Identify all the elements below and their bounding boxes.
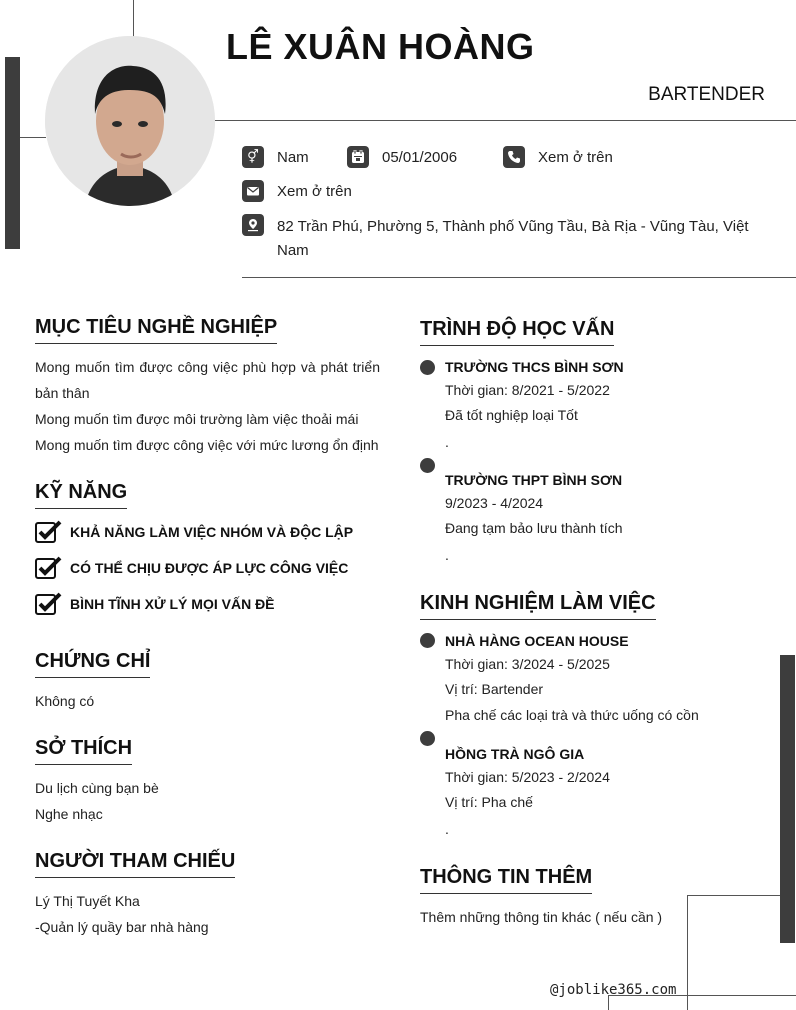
checkbox-checked-icon — [35, 520, 62, 543]
hobbies-title: SỞ THÍCH — [35, 737, 132, 765]
experience-time: Thời gian: 5/2023 - 2/2024 — [445, 769, 610, 785]
deco-line-top-vertical — [133, 0, 134, 38]
objective-line: Mong muốn tìm được công việc phù hợp và phát triển bản thân — [35, 359, 380, 401]
birthday-value: 05/01/2006 — [382, 148, 458, 166]
objective-line: Mong muốn tìm được môi trường làm việc thoải mái — [35, 411, 359, 427]
timeline-dot — [420, 458, 435, 473]
contact-divider — [242, 277, 796, 278]
candidate-name: LÊ XUÂN HOÀNG — [226, 26, 535, 67]
gender-icon: ⚥ — [242, 146, 264, 168]
experience-detail: . — [445, 821, 449, 837]
objective-text — [35, 354, 380, 458]
experience-company: HỒNG TRÀ NGÔ GIA — [445, 746, 585, 762]
skill-item — [35, 592, 275, 615]
skill-item — [35, 520, 353, 543]
experience-detail: Pha chế các loại trà và thức uống có cồn — [445, 707, 699, 723]
extra-info-title: THÔNG TIN THÊM — [420, 866, 592, 894]
extra-info-text: Thêm những thông tin khác ( nếu cần ) — [420, 909, 663, 925]
references-title: NGƯỜI THAM CHIẾU — [35, 850, 235, 878]
contact-gender — [242, 146, 309, 168]
skill-label: KHẢ NĂNG LÀM VIỆC NHÓM VÀ ĐỘC LẬP — [70, 523, 354, 540]
skill-label: CÓ THỂ CHỊU ĐƯỢC ÁP LỰC CÔNG VIỆC — [70, 559, 349, 576]
address-value: 82 Trần Phú, Phường 5, Thành phố Vũng Tầu, Bà Rịa - Vũng Tàu, Việt Nam — [277, 218, 749, 259]
skill-item — [35, 556, 348, 579]
envelope-icon — [242, 180, 264, 202]
education-extra: . — [445, 547, 449, 563]
header-divider — [215, 120, 796, 121]
education-time: 9/2023 - 4/2024 — [445, 495, 544, 511]
objective-title: MỤC TIÊU NGHỀ NGHIỆP — [35, 316, 277, 344]
email-value: Xem ở trên — [277, 182, 352, 200]
skills-title: KỸ NĂNG — [35, 481, 127, 509]
checkbox-checked-icon — [35, 592, 62, 615]
references-text — [35, 888, 209, 940]
reference-line: Lý Thị Tuyết Kha — [35, 893, 140, 909]
timeline-dot — [420, 633, 435, 648]
objective-line: Mong muốn tìm được công việc với mức lương ổn định — [35, 437, 379, 453]
contact-address-icon-wrap — [242, 214, 277, 236]
calendar-icon — [347, 146, 369, 168]
gender-value: Nam — [277, 148, 309, 166]
education-detail: Đang tạm bảo lưu thành tích — [445, 520, 623, 536]
checkbox-checked-icon — [35, 556, 62, 579]
experience-position: Vị trí: Pha chế — [445, 794, 533, 810]
deco-bar-left — [5, 57, 20, 249]
footer-watermark: @joblike365.com — [550, 982, 677, 998]
deco-box-top — [688, 895, 780, 896]
education-title: TRÌNH ĐỘ HỌC VẤN — [420, 318, 614, 346]
experience-position: Vị trí: Bartender — [445, 681, 544, 697]
contact-birthday — [347, 146, 457, 168]
job-title: BARTENDER — [648, 84, 765, 105]
contact-phone — [503, 146, 613, 168]
phone-value: Xem ở trên — [538, 148, 613, 166]
timeline-dot — [420, 731, 435, 746]
education-detail: Đã tốt nghiệp loại Tốt — [445, 407, 578, 423]
avatar-portrait-icon — [45, 36, 215, 206]
avatar — [45, 36, 215, 206]
education-extra: . — [445, 434, 449, 450]
education-school: TRƯỜNG THPT BÌNH SƠN — [445, 472, 623, 488]
deco-bar-right — [780, 655, 795, 943]
certificates-title: CHỨNG CHỈ — [35, 650, 150, 678]
map-pin-icon — [242, 214, 264, 236]
contact-email — [242, 180, 352, 202]
certificates-text: Không có — [35, 693, 95, 709]
timeline-dot — [420, 360, 435, 375]
experience-title: KINH NGHIỆM LÀM VIỆC — [420, 592, 656, 620]
phone-icon — [503, 146, 525, 168]
education-school: TRƯỜNG THCS BÌNH SƠN — [445, 359, 624, 375]
skill-label: BÌNH TĨNH XỬ LÝ MỌI VẤN ĐỀ — [70, 595, 275, 612]
experience-company: NHÀ HÀNG OCEAN HOUSE — [445, 633, 629, 649]
deco-line-left-horizontal — [20, 137, 46, 138]
hobbies-text — [35, 775, 159, 827]
deco-box-left — [687, 895, 688, 1010]
education-time: Thời gian: 8/2021 - 5/2022 — [445, 382, 610, 398]
hobby-line: Nghe nhạc — [35, 806, 103, 822]
hobby-line: Du lịch cùng bạn bè — [35, 780, 159, 796]
reference-line: -Quản lý quầy bar nhà hàng — [35, 919, 209, 935]
experience-time: Thời gian: 3/2024 - 5/2025 — [445, 656, 610, 672]
